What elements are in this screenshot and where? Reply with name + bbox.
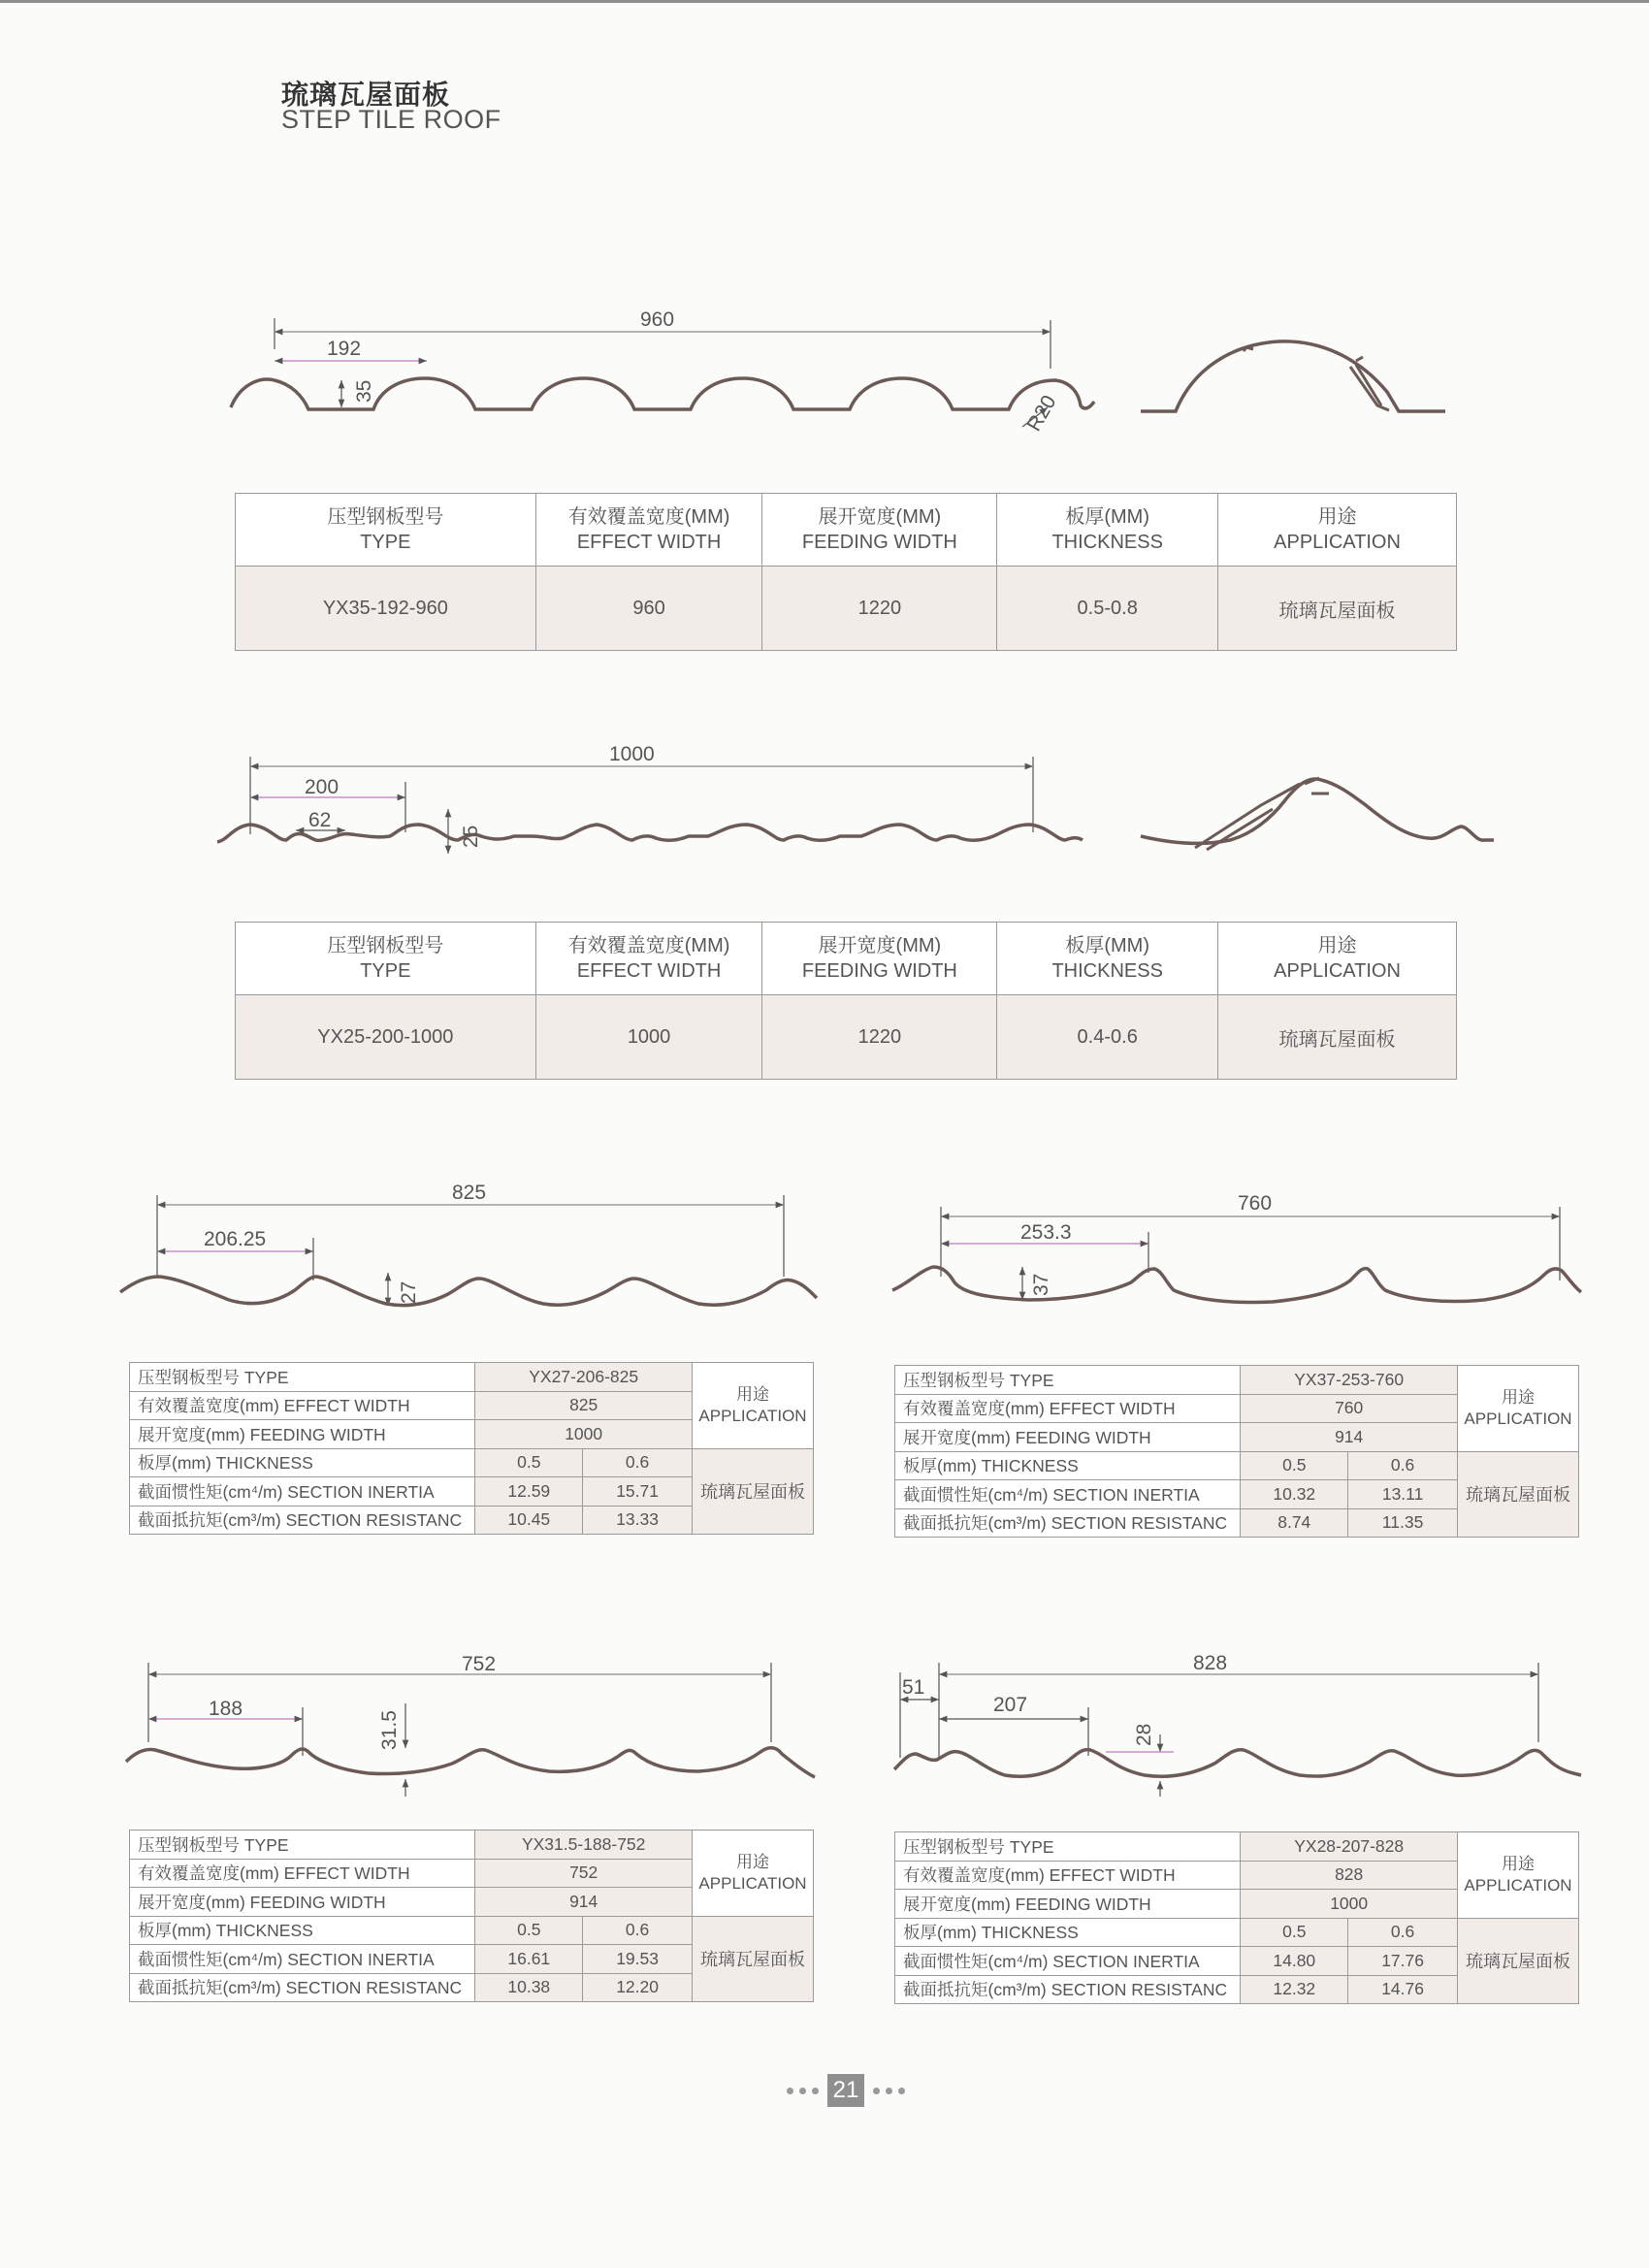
dot-icon xyxy=(812,2088,819,2094)
value-resist-1: 10.45 xyxy=(475,1506,583,1535)
value-feeding-width: 914 xyxy=(1241,1423,1458,1452)
value-thickness-1: 0.5 xyxy=(1241,1451,1348,1480)
header-effect-width: 有效覆盖宽度(MM) EFFECT WIDTH xyxy=(535,494,762,567)
label-section-resistance: 截面抵抗矩(cm³/m) SECTION RESISTANC xyxy=(895,1975,1241,2004)
dot-icon xyxy=(886,2088,892,2094)
dim-p2-total: 1000 xyxy=(609,743,655,765)
value-feeding-width: 914 xyxy=(475,1888,693,1917)
cell-type: YX35-192-960 xyxy=(236,567,536,651)
dim-p4-pitch: 253.3 xyxy=(1020,1221,1072,1244)
table-header-row xyxy=(236,923,1457,995)
header-type: 压型钢板型号 TYPE xyxy=(236,923,536,995)
dot-icon xyxy=(799,2088,806,2094)
header-feeding-width: 展开宽度(MM) FEEDING WIDTH xyxy=(762,923,997,995)
table-row xyxy=(236,995,1457,1080)
label-feeding-width: 展开宽度(mm) FEEDING WIDTH xyxy=(895,1890,1241,1919)
dot-icon xyxy=(898,2088,905,2094)
value-inertia-1: 14.80 xyxy=(1241,1947,1348,1976)
dim-p1-radius: R20 xyxy=(1022,391,1061,436)
dot-icon xyxy=(787,2088,793,2094)
label-type: 压型钢板型号 TYPE xyxy=(895,1832,1241,1862)
dim-p6-edge: 51 xyxy=(902,1676,925,1699)
dim-p3-height: 27 xyxy=(398,1280,420,1304)
dot-icon xyxy=(873,2088,880,2094)
dim-p6-height: 28 xyxy=(1133,1723,1155,1746)
value-type: YX31.5-188-752 xyxy=(475,1831,693,1860)
value-inertia-2: 19.53 xyxy=(583,1945,693,1974)
value-feeding-width: 1000 xyxy=(475,1420,693,1449)
value-effect-width: 752 xyxy=(475,1859,693,1888)
value-thickness-2: 0.6 xyxy=(1348,1451,1458,1480)
cell-effect-width: 1000 xyxy=(535,995,762,1080)
dim-p5-pitch: 188 xyxy=(209,1698,243,1720)
dim-p3-total: 825 xyxy=(452,1182,487,1204)
profile-4 xyxy=(892,1192,1581,1303)
label-section-resistance: 截面抵抗矩(cm³/m) SECTION RESISTANC xyxy=(895,1508,1241,1538)
label-thickness: 板厚(mm) THICKNESS xyxy=(130,1916,475,1945)
label-section-resistance: 截面抵抗矩(cm³/m) SECTION RESISTANC xyxy=(130,1973,475,2002)
profile-6 xyxy=(894,1652,1581,1797)
cell-feeding-width: 1220 xyxy=(762,567,997,651)
dim-p1-total: 960 xyxy=(640,308,675,331)
header-thickness: 板厚(MM) THICKNESS xyxy=(997,923,1218,995)
application-header: 用途 APPLICATION xyxy=(693,1363,814,1449)
value-resist-2: 12.20 xyxy=(583,1973,693,2002)
dim-p6-pitch: 207 xyxy=(993,1694,1028,1716)
dim-p4-total: 760 xyxy=(1238,1192,1273,1215)
value-effect-width: 760 xyxy=(1241,1394,1458,1423)
application-header: 用途 APPLICATION xyxy=(693,1831,814,1917)
header-type: 压型钢板型号 TYPE xyxy=(236,494,536,567)
value-resist-1: 10.38 xyxy=(475,1973,583,2002)
dim-p2-sub: 62 xyxy=(308,809,332,831)
label-feeding-width: 展开宽度(mm) FEEDING WIDTH xyxy=(130,1420,475,1449)
application-value: 琉璃瓦屋面板 xyxy=(693,1448,814,1535)
label-section-inertia: 截面惯性矩(cm⁴/m) SECTION INERTIA xyxy=(895,1480,1241,1509)
label-effect-width: 有效覆盖宽度(mm) EFFECT WIDTH xyxy=(130,1391,475,1420)
value-resist-1: 8.74 xyxy=(1241,1508,1348,1538)
cell-thickness: 0.5-0.8 xyxy=(997,567,1218,651)
application-header: 用途 APPLICATION xyxy=(1458,1366,1579,1452)
cell-effect-width: 960 xyxy=(535,567,762,651)
label-thickness: 板厚(mm) THICKNESS xyxy=(895,1918,1241,1947)
profile-3 xyxy=(120,1182,817,1306)
spec-table-2 xyxy=(235,922,1457,1080)
table-header-row xyxy=(236,494,1457,567)
label-feeding-width: 展开宽度(mm) FEEDING WIDTH xyxy=(130,1888,475,1917)
label-feeding-width: 展开宽度(mm) FEEDING WIDTH xyxy=(895,1423,1241,1452)
dim-p3-pitch: 206.25 xyxy=(204,1228,267,1250)
header-application: 用途 APPLICATION xyxy=(1218,494,1457,567)
label-type: 压型钢板型号 TYPE xyxy=(895,1366,1241,1395)
profile-1 xyxy=(231,308,1445,436)
value-inertia-1: 12.59 xyxy=(475,1477,583,1507)
header-effect-width: 有效覆盖宽度(MM) EFFECT WIDTH xyxy=(535,923,762,995)
value-thickness-1: 0.5 xyxy=(475,1448,583,1477)
page-number: 21 xyxy=(827,2074,864,2107)
value-thickness-2: 0.6 xyxy=(583,1916,693,1945)
value-effect-width: 825 xyxy=(475,1391,693,1420)
spec-table-5 xyxy=(129,1830,814,2002)
value-thickness-2: 0.6 xyxy=(1348,1918,1458,1947)
cell-thickness: 0.4-0.6 xyxy=(997,995,1218,1080)
label-section-inertia: 截面惯性矩(cm⁴/m) SECTION INERTIA xyxy=(130,1945,475,1974)
label-thickness: 板厚(mm) THICKNESS xyxy=(130,1448,475,1477)
dim-p5-total: 752 xyxy=(462,1653,497,1675)
dim-p1-pitch: 192 xyxy=(327,338,362,360)
header-feeding-width: 展开宽度(MM) FEEDING WIDTH xyxy=(762,494,997,567)
value-feeding-width: 1000 xyxy=(1241,1890,1458,1919)
spec-table-4 xyxy=(894,1365,1579,1538)
value-inertia-2: 17.76 xyxy=(1348,1947,1458,1976)
application-value: 琉璃瓦屋面板 xyxy=(1458,1451,1579,1538)
page-title-cn: 琉璃瓦屋面板 xyxy=(281,79,451,111)
page-title-en: STEP TILE ROOF xyxy=(281,105,501,134)
dim-p2-pitch: 200 xyxy=(305,776,340,798)
cell-type: YX25-200-1000 xyxy=(236,995,536,1080)
spec-table-3 xyxy=(129,1362,814,1535)
value-type: YX37-253-760 xyxy=(1241,1366,1458,1395)
value-inertia-1: 16.61 xyxy=(475,1945,583,1974)
page-number-footer xyxy=(784,2073,908,2108)
label-section-resistance: 截面抵抗矩(cm³/m) SECTION RESISTANC xyxy=(130,1506,475,1535)
value-inertia-1: 10.32 xyxy=(1241,1480,1348,1509)
application-header: 用途 APPLICATION xyxy=(1458,1832,1579,1919)
label-section-inertia: 截面惯性矩(cm⁴/m) SECTION INERTIA xyxy=(895,1947,1241,1976)
dim-p2-height: 25 xyxy=(460,825,482,848)
dim-p6-total: 828 xyxy=(1193,1652,1228,1674)
dim-p4-height: 37 xyxy=(1030,1273,1052,1296)
cell-application: 琉璃瓦屋面板 xyxy=(1218,567,1457,651)
value-resist-2: 14.76 xyxy=(1348,1975,1458,2004)
cell-application: 琉璃瓦屋面板 xyxy=(1218,995,1457,1080)
value-inertia-2: 15.71 xyxy=(583,1477,693,1507)
dim-p1-height: 35 xyxy=(353,379,375,403)
label-effect-width: 有效覆盖宽度(mm) EFFECT WIDTH xyxy=(130,1859,475,1888)
value-type: YX27-206-825 xyxy=(475,1363,693,1392)
profile-5 xyxy=(126,1653,815,1797)
label-thickness: 板厚(mm) THICKNESS xyxy=(895,1451,1241,1480)
cell-feeding-width: 1220 xyxy=(762,995,997,1080)
profile-2 xyxy=(217,743,1494,854)
label-section-inertia: 截面惯性矩(cm⁴/m) SECTION INERTIA xyxy=(130,1477,475,1507)
value-thickness-1: 0.5 xyxy=(1241,1918,1348,1947)
label-type: 压型钢板型号 TYPE xyxy=(130,1831,475,1860)
value-thickness-2: 0.6 xyxy=(583,1448,693,1477)
value-resist-1: 12.32 xyxy=(1241,1975,1348,2004)
value-type: YX28-207-828 xyxy=(1241,1832,1458,1862)
value-effect-width: 828 xyxy=(1241,1861,1458,1890)
header-application: 用途 APPLICATION xyxy=(1218,923,1457,995)
spec-table-1 xyxy=(235,493,1457,651)
application-value: 琉璃瓦屋面板 xyxy=(1458,1918,1579,2004)
header-thickness: 板厚(MM) THICKNESS xyxy=(997,494,1218,567)
table-row xyxy=(236,567,1457,651)
dim-p5-height: 31.5 xyxy=(378,1710,401,1750)
label-effect-width: 有效覆盖宽度(mm) EFFECT WIDTH xyxy=(895,1394,1241,1423)
value-thickness-1: 0.5 xyxy=(475,1916,583,1945)
label-effect-width: 有效覆盖宽度(mm) EFFECT WIDTH xyxy=(895,1861,1241,1890)
spec-table-6 xyxy=(894,1831,1579,2004)
value-resist-2: 11.35 xyxy=(1348,1508,1458,1538)
application-value: 琉璃瓦屋面板 xyxy=(693,1916,814,2002)
value-resist-2: 13.33 xyxy=(583,1506,693,1535)
value-inertia-2: 13.11 xyxy=(1348,1480,1458,1509)
label-type: 压型钢板型号 TYPE xyxy=(130,1363,475,1392)
